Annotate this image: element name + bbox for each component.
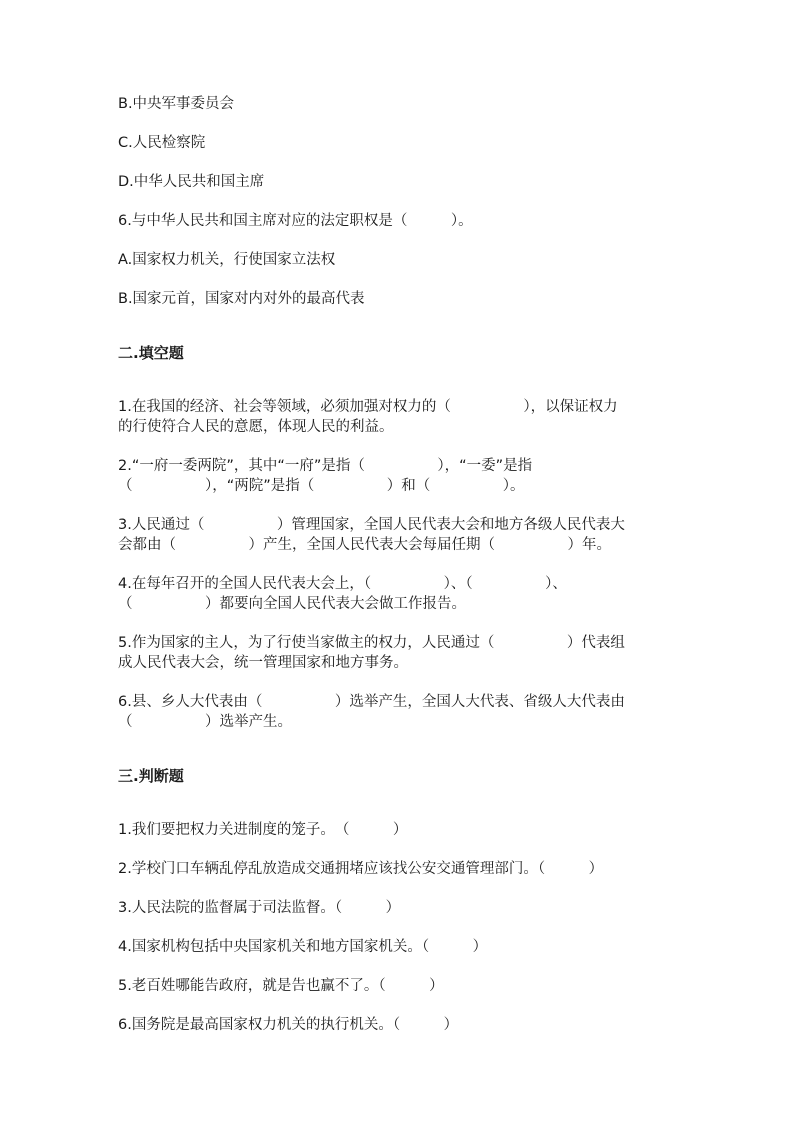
q6-option-a: A.国家权力机关，行使国家立法权: [118, 252, 336, 268]
fill-question-5-line-2: 成人民代表大会，统一管理国家和地方事务。: [118, 655, 408, 671]
judge-question-1: 1.我们要把权力关进制度的笼子。 （ ）: [118, 822, 408, 838]
judge-question-2: 2.学校门口车辆乱停乱放造成交通拥堵应该找公安交通管理部门。（ ）: [118, 861, 604, 877]
q5-option-c: C.人民检察院: [118, 135, 206, 151]
fill-question-6: [118, 692, 678, 732]
fill-question-3-line-1: 3.人民通过（ ）管理国家，全国人民代表大会和地方各级人民代表大: [118, 517, 625, 533]
fill-question-1-line-1: 1.在我国的经济、社会等领域，必须加强对权力的（ ），以保证权力: [118, 399, 618, 415]
fill-question-2: [118, 456, 678, 496]
q5-option-b: B.中央军事委员会: [118, 96, 235, 112]
judge-question-3: 3.人民法院的监督属于司法监督。（ ）: [118, 900, 401, 916]
fill-question-6-line-1: 6.县、乡人大代表由（ ）选举产生，全国人大代表、省级人大代表由: [118, 694, 625, 710]
judge-question-5: 5.老百姓哪能告政府，就是告也赢不了。（ ）: [118, 978, 444, 994]
fill-question-2-line-1: 2.“一府一委两院”，其中“一府”是指（ ），“一委”是指: [118, 458, 533, 474]
fill-question-4-line-2: （ ）都要向全国人民代表大会做工作报告。: [118, 596, 466, 612]
q6-stem: 6.与中华人民共和国主席对应的法定职权是（ ）。: [118, 213, 473, 229]
fill-question-4: [118, 574, 678, 614]
section-heading-fill-blank: 二.填空题: [118, 344, 184, 362]
judge-question-4: 4.国家机构包括中央国家机关和地方国家机关。（ ）: [118, 939, 488, 955]
fill-question-3: [118, 515, 678, 555]
fill-question-3-line-2: 会都由（ ）产生，全国人民代表大会每届任期（ ）年。: [118, 537, 611, 553]
section-heading-true-false: 三.判断题: [118, 767, 184, 785]
fill-question-5-line-1: 5.作为国家的主人，为了行使当家做主的权力，人民通过（ ）代表组: [118, 635, 625, 651]
q6-option-b: B.国家元首，国家对内对外的最高代表: [118, 291, 365, 307]
q5-option-d: D.中华人民共和国主席: [118, 174, 265, 190]
fill-question-5: [118, 633, 678, 673]
fill-question-2-line-2: （ ），“两院”是指（ ）和（ ）。: [118, 478, 525, 494]
fill-question-6-line-2: （ ）选举产生。: [118, 714, 292, 730]
fill-question-4-line-1: 4.在每年召开的全国人民代表大会上，（ ）、（ ）、: [118, 576, 567, 592]
fill-question-1-line-2: 的行使符合人民的意愿，体现人民的利益。: [118, 419, 394, 435]
judge-question-6: 6.国务院是最高国家权力机关的执行机关。（ ）: [118, 1017, 459, 1033]
exam-page: [118, 94, 678, 1035]
fill-question-1: [118, 397, 678, 437]
